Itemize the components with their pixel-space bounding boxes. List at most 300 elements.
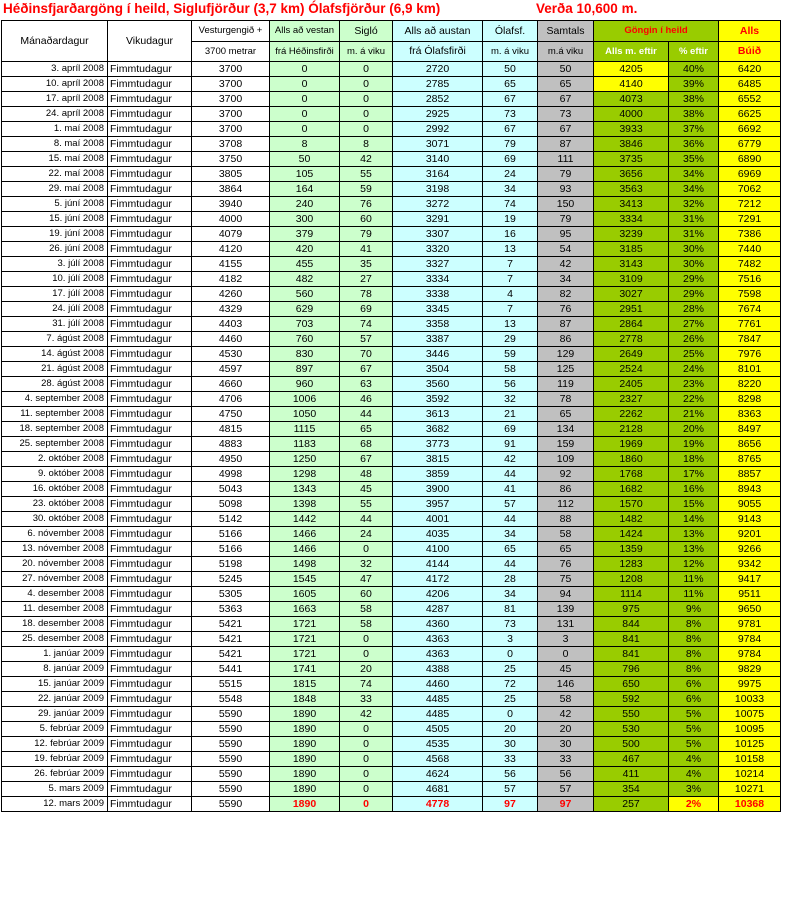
cell-alls-austan: 4505 — [393, 722, 483, 737]
cell-samtals: 79 — [538, 212, 594, 227]
cell-day: Fimmtudagur — [108, 647, 192, 662]
cell-siglo: 45 — [340, 482, 393, 497]
cell-samtals: 159 — [538, 437, 594, 452]
cell-date: 5. febrúar 2009 — [2, 722, 108, 737]
cell-olafsf: 44 — [483, 467, 538, 482]
cell-day: Fimmtudagur — [108, 107, 192, 122]
table-row — [2, 347, 781, 362]
cell-alls-austan: 3957 — [393, 497, 483, 512]
table-row — [2, 722, 781, 737]
cell-west: 5198 — [192, 557, 270, 572]
cell-alls-eftir: 592 — [594, 692, 669, 707]
table-row — [2, 392, 781, 407]
cell-olafsf: 7 — [483, 302, 538, 317]
cell-alls-vestan: 164 — [270, 182, 340, 197]
cell-siglo: 68 — [340, 437, 393, 452]
cell-samtals: 56 — [538, 767, 594, 782]
cell-alls-buid: 10214 — [719, 767, 781, 782]
cell-olafsf: 81 — [483, 602, 538, 617]
cell-date: 8. maí 2008 — [2, 137, 108, 152]
cell-siglo: 8 — [340, 137, 393, 152]
table-row — [2, 542, 781, 557]
cell-day: Fimmtudagur — [108, 737, 192, 752]
cell-day: Fimmtudagur — [108, 632, 192, 647]
cell-samtals: 34 — [538, 272, 594, 287]
cell-pct-eftir: 8% — [669, 662, 719, 677]
cell-samtals: 86 — [538, 482, 594, 497]
cell-alls-buid: 10075 — [719, 707, 781, 722]
table-row — [2, 707, 781, 722]
cell-alls-eftir: 411 — [594, 767, 669, 782]
cell-alls-eftir: 2128 — [594, 422, 669, 437]
cell-west: 3708 — [192, 137, 270, 152]
cell-day: Fimmtudagur — [108, 722, 192, 737]
cell-alls-austan: 3198 — [393, 182, 483, 197]
cell-date: 23. október 2008 — [2, 497, 108, 512]
cell-samtals: 86 — [538, 332, 594, 347]
cell-pct-eftir: 34% — [669, 167, 719, 182]
cell-samtals: 87 — [538, 317, 594, 332]
table-row — [2, 647, 781, 662]
cell-siglo: 55 — [340, 497, 393, 512]
cell-siglo: 0 — [340, 722, 393, 737]
cell-alls-buid: 9650 — [719, 602, 781, 617]
cell-alls-vestan: 455 — [270, 257, 340, 272]
cell-siglo: 65 — [340, 422, 393, 437]
cell-alls-vestan: 1466 — [270, 527, 340, 542]
cell-samtals: 94 — [538, 587, 594, 602]
cell-alls-buid: 9784 — [719, 647, 781, 662]
cell-samtals: 111 — [538, 152, 594, 167]
cell-samtals: 3 — [538, 632, 594, 647]
cell-west: 4815 — [192, 422, 270, 437]
cell-siglo: 24 — [340, 527, 393, 542]
cell-olafsf: 24 — [483, 167, 538, 182]
cell-alls-buid: 10125 — [719, 737, 781, 752]
cell-alls-austan: 4001 — [393, 512, 483, 527]
header-siglo-1: Sigló — [340, 21, 393, 42]
header-day: Vikudagur — [108, 21, 192, 62]
cell-alls-austan: 3345 — [393, 302, 483, 317]
cell-pct-eftir: 35% — [669, 152, 719, 167]
table-row — [2, 632, 781, 647]
header-west-1: Vesturgengið + — [192, 21, 270, 42]
cell-day: Fimmtudagur — [108, 317, 192, 332]
cell-day: Fimmtudagur — [108, 782, 192, 797]
cell-date: 5. mars 2009 — [2, 782, 108, 797]
cell-alls-vestan: 1890 — [270, 707, 340, 722]
cell-olafsf: 73 — [483, 107, 538, 122]
cell-alls-austan: 3773 — [393, 437, 483, 452]
cell-west: 3864 — [192, 182, 270, 197]
cell-alls-vestan: 240 — [270, 197, 340, 212]
cell-samtals: 76 — [538, 557, 594, 572]
cell-alls-eftir: 2327 — [594, 392, 669, 407]
cell-siglo: 79 — [340, 227, 393, 242]
cell-pct-eftir: 23% — [669, 377, 719, 392]
cell-day: Fimmtudagur — [108, 272, 192, 287]
cell-date: 9. október 2008 — [2, 467, 108, 482]
cell-olafsf: 67 — [483, 122, 538, 137]
cell-alls-eftir: 4073 — [594, 92, 669, 107]
cell-date: 26. júní 2008 — [2, 242, 108, 257]
cell-alls-vestan: 1890 — [270, 797, 340, 812]
cell-alls-austan: 3307 — [393, 227, 483, 242]
cell-alls-eftir: 1208 — [594, 572, 669, 587]
cell-alls-vestan: 1890 — [270, 782, 340, 797]
cell-alls-eftir: 500 — [594, 737, 669, 752]
table-row — [2, 437, 781, 452]
cell-samtals: 45 — [538, 662, 594, 677]
cell-olafsf: 59 — [483, 347, 538, 362]
cell-west: 4883 — [192, 437, 270, 452]
cell-alls-austan: 4460 — [393, 677, 483, 692]
cell-pct-eftir: 24% — [669, 362, 719, 377]
cell-alls-vestan: 0 — [270, 107, 340, 122]
cell-alls-buid: 8656 — [719, 437, 781, 452]
cell-day: Fimmtudagur — [108, 662, 192, 677]
cell-day: Fimmtudagur — [108, 302, 192, 317]
cell-alls-vestan: 0 — [270, 122, 340, 137]
cell-alls-buid: 9342 — [719, 557, 781, 572]
cell-date: 4. september 2008 — [2, 392, 108, 407]
cell-olafsf: 69 — [483, 422, 538, 437]
cell-samtals: 73 — [538, 107, 594, 122]
cell-pct-eftir: 16% — [669, 482, 719, 497]
cell-olafsf: 30 — [483, 737, 538, 752]
cell-alls-vestan: 1398 — [270, 497, 340, 512]
cell-samtals: 65 — [538, 407, 594, 422]
table-row — [2, 737, 781, 752]
cell-alls-eftir: 1114 — [594, 587, 669, 602]
header-olafsf-1: Ólafsf. — [483, 21, 538, 42]
cell-date: 14. ágúst 2008 — [2, 347, 108, 362]
cell-day: Fimmtudagur — [108, 587, 192, 602]
cell-alls-eftir: 3109 — [594, 272, 669, 287]
cell-pct-eftir: 5% — [669, 707, 719, 722]
cell-alls-eftir: 4000 — [594, 107, 669, 122]
cell-pct-eftir: 8% — [669, 647, 719, 662]
cell-olafsf: 19 — [483, 212, 538, 227]
cell-siglo: 0 — [340, 782, 393, 797]
cell-date: 24. júlí 2008 — [2, 302, 108, 317]
cell-olafsf: 72 — [483, 677, 538, 692]
cell-samtals: 57 — [538, 782, 594, 797]
cell-alls-vestan: 560 — [270, 287, 340, 302]
cell-alls-austan: 3291 — [393, 212, 483, 227]
cell-samtals: 67 — [538, 92, 594, 107]
cell-alls-vestan: 0 — [270, 62, 340, 77]
cell-alls-vestan: 1890 — [270, 737, 340, 752]
cell-alls-eftir: 354 — [594, 782, 669, 797]
cell-day: Fimmtudagur — [108, 257, 192, 272]
cell-west: 4260 — [192, 287, 270, 302]
table-row — [2, 332, 781, 347]
cell-pct-eftir: 40% — [669, 62, 719, 77]
cell-samtals: 54 — [538, 242, 594, 257]
cell-alls-austan: 3815 — [393, 452, 483, 467]
cell-olafsf: 74 — [483, 197, 538, 212]
cell-pct-eftir: 14% — [669, 512, 719, 527]
cell-olafsf: 32 — [483, 392, 538, 407]
cell-samtals: 33 — [538, 752, 594, 767]
cell-alls-buid: 6552 — [719, 92, 781, 107]
table-row — [2, 317, 781, 332]
cell-date: 10. júlí 2008 — [2, 272, 108, 287]
cell-alls-eftir: 3656 — [594, 167, 669, 182]
cell-west: 4660 — [192, 377, 270, 392]
cell-samtals: 150 — [538, 197, 594, 212]
cell-pct-eftir: 6% — [669, 677, 719, 692]
cell-alls-eftir: 2951 — [594, 302, 669, 317]
table-row — [2, 482, 781, 497]
cell-alls-austan: 3358 — [393, 317, 483, 332]
cell-west: 4530 — [192, 347, 270, 362]
cell-west: 4000 — [192, 212, 270, 227]
cell-alls-austan: 4035 — [393, 527, 483, 542]
cell-pct-eftir: 5% — [669, 722, 719, 737]
cell-alls-buid: 8943 — [719, 482, 781, 497]
cell-alls-eftir: 550 — [594, 707, 669, 722]
cell-samtals: 146 — [538, 677, 594, 692]
cell-alls-buid: 8765 — [719, 452, 781, 467]
cell-alls-eftir: 1359 — [594, 542, 669, 557]
cell-olafsf: 0 — [483, 707, 538, 722]
cell-pct-eftir: 30% — [669, 242, 719, 257]
cell-alls-vestan: 1298 — [270, 467, 340, 482]
cell-date: 24. apríl 2008 — [2, 107, 108, 122]
cell-alls-austan: 4535 — [393, 737, 483, 752]
cell-alls-austan: 4778 — [393, 797, 483, 812]
cell-date: 8. janúar 2009 — [2, 662, 108, 677]
header-west-2: 3700 metrar — [192, 42, 270, 62]
header-alls-austan-1: Alls að austan — [393, 21, 483, 42]
cell-pct-eftir: 6% — [669, 692, 719, 707]
table-row — [2, 557, 781, 572]
cell-date: 17. apríl 2008 — [2, 92, 108, 107]
cell-date: 22. maí 2008 — [2, 167, 108, 182]
cell-pct-eftir: 22% — [669, 392, 719, 407]
cell-west: 4329 — [192, 302, 270, 317]
cell-olafsf: 34 — [483, 182, 538, 197]
cell-day: Fimmtudagur — [108, 332, 192, 347]
cell-alls-eftir: 3933 — [594, 122, 669, 137]
cell-date: 20. nóvember 2008 — [2, 557, 108, 572]
cell-siglo: 78 — [340, 287, 393, 302]
cell-olafsf: 34 — [483, 527, 538, 542]
header-alls-vestan-1: Alls að vestan — [270, 21, 340, 42]
cell-alls-austan: 4485 — [393, 692, 483, 707]
cell-olafsf: 65 — [483, 542, 538, 557]
cell-alls-vestan: 1545 — [270, 572, 340, 587]
cell-alls-eftir: 1482 — [594, 512, 669, 527]
cell-alls-eftir: 3027 — [594, 287, 669, 302]
cell-date: 25. desember 2008 — [2, 632, 108, 647]
cell-pct-eftir: 36% — [669, 137, 719, 152]
cell-day: Fimmtudagur — [108, 602, 192, 617]
cell-alls-eftir: 1682 — [594, 482, 669, 497]
cell-samtals: 112 — [538, 497, 594, 512]
cell-day: Fimmtudagur — [108, 407, 192, 422]
cell-alls-eftir: 3846 — [594, 137, 669, 152]
cell-date: 15. maí 2008 — [2, 152, 108, 167]
cell-alls-buid: 9266 — [719, 542, 781, 557]
cell-olafsf: 73 — [483, 617, 538, 632]
cell-siglo: 20 — [340, 662, 393, 677]
cell-day: Fimmtudagur — [108, 497, 192, 512]
cell-day: Fimmtudagur — [108, 527, 192, 542]
cell-date: 25. september 2008 — [2, 437, 108, 452]
cell-pct-eftir: 17% — [669, 467, 719, 482]
cell-alls-austan: 4624 — [393, 767, 483, 782]
cell-alls-vestan: 420 — [270, 242, 340, 257]
cell-alls-eftir: 2778 — [594, 332, 669, 347]
cell-alls-vestan: 0 — [270, 77, 340, 92]
cell-siglo: 0 — [340, 542, 393, 557]
cell-alls-eftir: 3735 — [594, 152, 669, 167]
cell-siglo: 59 — [340, 182, 393, 197]
title-bar — [0, 0, 786, 20]
cell-alls-austan: 3334 — [393, 272, 483, 287]
cell-alls-eftir: 4140 — [594, 77, 669, 92]
cell-siglo: 0 — [340, 767, 393, 782]
cell-day: Fimmtudagur — [108, 692, 192, 707]
cell-alls-austan: 4287 — [393, 602, 483, 617]
cell-west: 4706 — [192, 392, 270, 407]
cell-samtals: 139 — [538, 602, 594, 617]
cell-olafsf: 50 — [483, 62, 538, 77]
cell-date: 11. desember 2008 — [2, 602, 108, 617]
cell-day: Fimmtudagur — [108, 452, 192, 467]
cell-siglo: 0 — [340, 77, 393, 92]
cell-alls-vestan: 1890 — [270, 752, 340, 767]
cell-alls-eftir: 3563 — [594, 182, 669, 197]
cell-date: 5. júní 2008 — [2, 197, 108, 212]
cell-day: Fimmtudagur — [108, 227, 192, 242]
cell-alls-austan: 3504 — [393, 362, 483, 377]
cell-date: 22. janúar 2009 — [2, 692, 108, 707]
cell-alls-eftir: 1768 — [594, 467, 669, 482]
cell-olafsf: 41 — [483, 482, 538, 497]
cell-samtals: 87 — [538, 137, 594, 152]
cell-siglo: 58 — [340, 602, 393, 617]
cell-alls-vestan: 897 — [270, 362, 340, 377]
cell-pct-eftir: 29% — [669, 272, 719, 287]
cell-west: 4182 — [192, 272, 270, 287]
cell-samtals: 0 — [538, 647, 594, 662]
cell-pct-eftir: 9% — [669, 602, 719, 617]
cell-alls-austan: 4100 — [393, 542, 483, 557]
cell-date: 19. febrúar 2009 — [2, 752, 108, 767]
cell-alls-buid: 9829 — [719, 662, 781, 677]
table-row — [2, 287, 781, 302]
cell-date: 4. desember 2008 — [2, 587, 108, 602]
table-row — [2, 617, 781, 632]
cell-siglo: 67 — [340, 362, 393, 377]
cell-siglo: 0 — [340, 107, 393, 122]
cell-west: 5590 — [192, 737, 270, 752]
cell-west: 5305 — [192, 587, 270, 602]
cell-date: 15. janúar 2009 — [2, 677, 108, 692]
cell-samtals: 65 — [538, 542, 594, 557]
cell-samtals: 109 — [538, 452, 594, 467]
cell-day: Fimmtudagur — [108, 77, 192, 92]
cell-day: Fimmtudagur — [108, 92, 192, 107]
cell-alls-buid: 9975 — [719, 677, 781, 692]
cell-west: 3805 — [192, 167, 270, 182]
cell-pct-eftir: 30% — [669, 257, 719, 272]
cell-alls-eftir: 3239 — [594, 227, 669, 242]
cell-alls-buid: 6969 — [719, 167, 781, 182]
cell-alls-vestan: 1498 — [270, 557, 340, 572]
cell-day: Fimmtudagur — [108, 62, 192, 77]
cell-siglo: 48 — [340, 467, 393, 482]
cell-date: 7. ágúst 2008 — [2, 332, 108, 347]
cell-siglo: 0 — [340, 92, 393, 107]
cell-alls-vestan: 1848 — [270, 692, 340, 707]
cell-alls-vestan: 1605 — [270, 587, 340, 602]
cell-samtals: 129 — [538, 347, 594, 362]
cell-siglo: 0 — [340, 797, 393, 812]
cell-west: 4998 — [192, 467, 270, 482]
cell-olafsf: 33 — [483, 752, 538, 767]
cell-day: Fimmtudagur — [108, 152, 192, 167]
cell-alls-eftir: 844 — [594, 617, 669, 632]
cell-west: 4597 — [192, 362, 270, 377]
cell-samtals: 95 — [538, 227, 594, 242]
cell-west: 3700 — [192, 107, 270, 122]
cell-west: 5590 — [192, 722, 270, 737]
cell-west: 5166 — [192, 527, 270, 542]
cell-olafsf: 56 — [483, 767, 538, 782]
cell-pct-eftir: 31% — [669, 212, 719, 227]
cell-alls-vestan: 1442 — [270, 512, 340, 527]
cell-alls-austan: 4363 — [393, 632, 483, 647]
cell-alls-buid: 10368 — [719, 797, 781, 812]
cell-olafsf: 7 — [483, 257, 538, 272]
table-row — [2, 107, 781, 122]
cell-day: Fimmtudagur — [108, 212, 192, 227]
cell-alls-austan: 3900 — [393, 482, 483, 497]
cell-day: Fimmtudagur — [108, 287, 192, 302]
cell-alls-vestan: 0 — [270, 92, 340, 107]
cell-alls-buid: 8857 — [719, 467, 781, 482]
cell-west: 5590 — [192, 797, 270, 812]
cell-west: 3700 — [192, 92, 270, 107]
cell-alls-eftir: 841 — [594, 647, 669, 662]
cell-date: 1. janúar 2009 — [2, 647, 108, 662]
cell-siglo: 58 — [340, 617, 393, 632]
cell-alls-austan: 3387 — [393, 332, 483, 347]
cell-samtals: 82 — [538, 287, 594, 302]
cell-alls-austan: 4206 — [393, 587, 483, 602]
table-row — [2, 527, 781, 542]
cell-west: 3700 — [192, 62, 270, 77]
cell-west: 4120 — [192, 242, 270, 257]
cell-alls-vestan: 1663 — [270, 602, 340, 617]
cell-alls-buid: 7598 — [719, 287, 781, 302]
cell-date: 6. nóvember 2008 — [2, 527, 108, 542]
table-row — [2, 692, 781, 707]
cell-samtals: 67 — [538, 122, 594, 137]
cell-pct-eftir: 20% — [669, 422, 719, 437]
cell-siglo: 67 — [340, 452, 393, 467]
cell-alls-buid: 7440 — [719, 242, 781, 257]
cell-siglo: 69 — [340, 302, 393, 317]
table-row — [2, 512, 781, 527]
table-row — [2, 767, 781, 782]
cell-alls-vestan: 1721 — [270, 647, 340, 662]
